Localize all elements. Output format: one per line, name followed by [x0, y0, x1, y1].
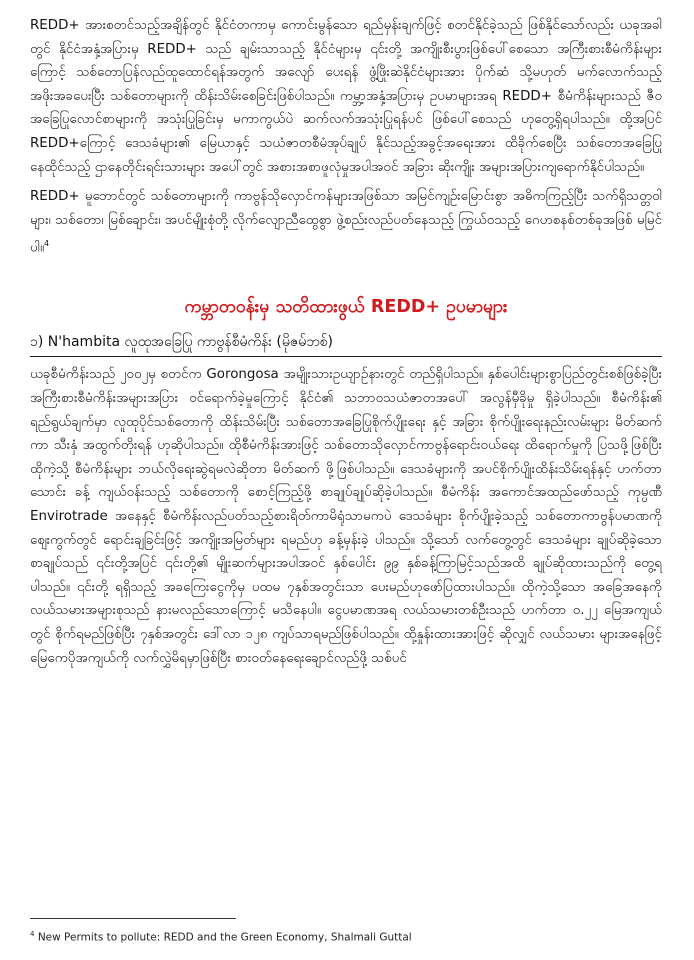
intro-paragraph-1: REDD+ အားစတင်သည့်အချိန်တွင် နိုင်ငံတကာမှ ကောင်းမွန်သော ရည်မှန်းချက်ဖြင့် စတင်နိုင်ခဲ့သည် ဖြစ်နိုင်သော်လည်း ယခုအခါတွင် နိုင်ငံအနှံ့အပြားမှ REDD+ သည် ချမ်းသာသည့် နိုင်ငံများမှ ၎င်းတို့ အကျိုးစီးပွားဖြစ်ပေါ်စေသော အကြီးစားစီမံကိန်းများကြောင့် သစ်တောပြန်လည်ထူထောင်ရန်အတွက် အလျော် ပေးရန် ဖွံ့ဖြိုးဆဲနိုင်ငံများအား ပိုက်ဆံ သို့မဟုတ် မက်လောက်သည့် အဖိုးအခပေးပြီး သစ်တောများကို ထိန်းသိမ်းစေခြင်းဖြစ်ပါသည်။ ကမ္ဘာ့အနှံ့အပြားမှ ဥပမာများအရ REDD+ စီမံကိန်းများသည် ဇီဝအခြေပြုလောင်စာများကို အသုံးပြုခြင်းမှ မကာကွယ်ပဲ ဆက်လက်အသုံးပြုရန်ပင် ဖြစ်ပေါ်စေသည် ဟုတွေ့ရှိရပါသည်။ ထို့အပြင် REDD+ကြောင့် ဒေသခံများ၏ မြေယာနှင့် သယံဇာတစီမံအုပ်ချုပ် နိုင်သည့်အခွင့်အရေးအား ထိခိုက်စေပြီး သစ်တောအခြေပြုနေထိုင်သည့် ဌာနေတိုင်းရင်းသားများ အပေါ်တွင် အစားအစာဖူလုံမှုအပါအဝင် အခြား ဆိုးကျိုး အများအပြားကျရောက်နိုင်ပါသည်။ [30, 18, 662, 175]
footnote-text: New Permits to pollute: REDD and the Green Economy, Shalmali Guttal [37, 931, 412, 944]
footnote-divider [30, 918, 236, 919]
case-study-paragraph: ယခုစီမံကိန်းသည် ၂၀၀၂မှ စတင်က Gorongosa အမျိုးသားဥယျာဉ်နားတွင် တည်ရှိပါသည်။ နှစ်ပေါင်းများစွာပြည်တွင်းစစ်ဖြစ်ခဲ့ပြီး အကြီးစားစီမံကိန်းအများအပြား ဝင်ရောက်ခဲ့မှုကြောင့် နိုင်ငံ၏ သဘာဝသယံဇာတအပေါ် အလွန်မှီခိုမှု ရှိခဲ့ပါသည်။ စီမံကိန်း၏ ရည်ရွယ်ချက်မှာ လူထုပိုင်သစ်တောကို ထိန်းသိမ်းပြီး သစ်တောအခြေပြုစိုက်ပျိုးရေး နှင့် အခြား စိုက်ပျိုးရေးနည်းလမ်းများ မိတ်ဆက်ကာ သီးနှံ အထွက်တိုးရန် ဟုဆိုပါသည်။ ထိုစီမံကိန်းအားဖြင့် သစ်တောသိုလှောင်ကာဗွန်ရောင်းဝယ်ရေး ထိရောက်မှုကို ပြသဖို့ဖြစ်ပြီး ထိုကဲ့သို့ စီမံကိန်းများ ဘယ်လိုရေးဆွဲရမလဲဆိုတာ မိတ်ဆက် ဖို့ဖြစ်ပါသည်။ ဒေသခံများကို အပင်စိုက်ပျိုးထိန်းသိမ်းရန်နှင့် ဟက်တာသောင်း ခန့် ကျယ်ဝန်းသည့် သစ်တောကို စောင့်ကြည့်ဖို့ စာချုပ်ချုပ်ဆိုခဲ့ပါသည်။ စီမံကိန်း အကောင်အထည်ဖော်သည့် ကုမ္ပဏီ Envirotrade အနေနှင့် စီမံကိန်းလည်ပတ်သည့်စားရိတ်ကာမိရုံသာမကပဲ ဒေသခံများ စိုက်ပျိုးခဲ့သည့် သစ်တောကာဗွန်ပမာဏကို ဈေးကွက်တွင် ရောင်းချခြင်းဖြင့် အကျိုးအမြတ်များ ရမည်ဟု ခန့်မှန်းခဲ့ ပါသည်။ သို့သော် လက်တွေ့တွင် ဒေသခံများ ချုပ်ဆိုခဲ့သော စာချုပ်သည် ၎င်းတို့အပြင် ၎င်းတို့၏ မျိုးဆက်များအပါအဝင် နှစ်ပေါင်း ၉၉ နှစ်ခန့်ကြာမြင့်သည်အထိ ချုပ်ဆိုထားသည်ကို တွေ့ရပါသည်။ ၎င်းတို့ ရရှိသည့် အခကြေးငွေကိုမှ ပထမ ၇နှစ်အတွင်းသာ ပေးမည်ဟုဖော်ပြထားပါသည်။ ထိုကဲ့သို့သော အခြေအနေကို လယ်သမားအများစုသည် နားမလည်သောကြောင့် မသိနေပါ။ ငွေပမာဏအရ လယ်သမားတစ်ဦးသည် ဟက်တာ ၀.၂၂ မြေအကျယ်တွင် စိုက်ရမည်ဖြစ်ပြီး ၇နှစ်အတွင်း ဒေါ်လာ ၁၂၈ ကျပ်သာရမည်ဖြစ်ပါသည်။ ထို့နှုန်းထားအားဖြင့် ဆိုလျှင် လယ်သမား များအနေဖြင့် မြေကေပိုအကျယ်ကို လက်လွှဲမိရမှာဖြစ်ပြီး စားဝတ်နေရေးချောင်လည်ဖို့ သစ်ပင် [30, 367, 662, 666]
intro-paragraph-2-text: REDD+ မူဘောင်တွင် သစ်တောများကို ကာဗွန်သိုလှောင်ကန်များအဖြစ်သာ အမြင်ကျဉ်းမြောင်းစွာ အဓိကကြည့်ပြီး သက်ရှိသတ္တဝါများ၊ သစ်တော၊ မြစ်ချောင်း၊ အပင်မျိုးစုံတို့ လိုက်လျောညီထွေစွာ ဖွဲ့စည်းလည်ပတ်နေသည့် ကြွယ်ဝသည့် ဂေဟစနစ်တစ်ခုအဖြစ် မမြင်ပါ။ [30, 189, 662, 256]
footnote-number: 4 [30, 930, 35, 938]
intro-paragraph-2 [30, 185, 662, 260]
footnote [30, 927, 412, 945]
section-heading: ကမ္ဘာတဝန်းမှ သတိထားဖွယ် REDD+ ဥပမာများ [184, 297, 508, 318]
case-study-subheading: ၁) N'hambita လူထုအခြေပြု ကာဗွန်စီမံကိန်း (မိုဇမ်ဘစ်) [30, 334, 334, 351]
subheading-container [30, 330, 662, 357]
footnote-reference[interactable]: 4 [44, 239, 50, 249]
